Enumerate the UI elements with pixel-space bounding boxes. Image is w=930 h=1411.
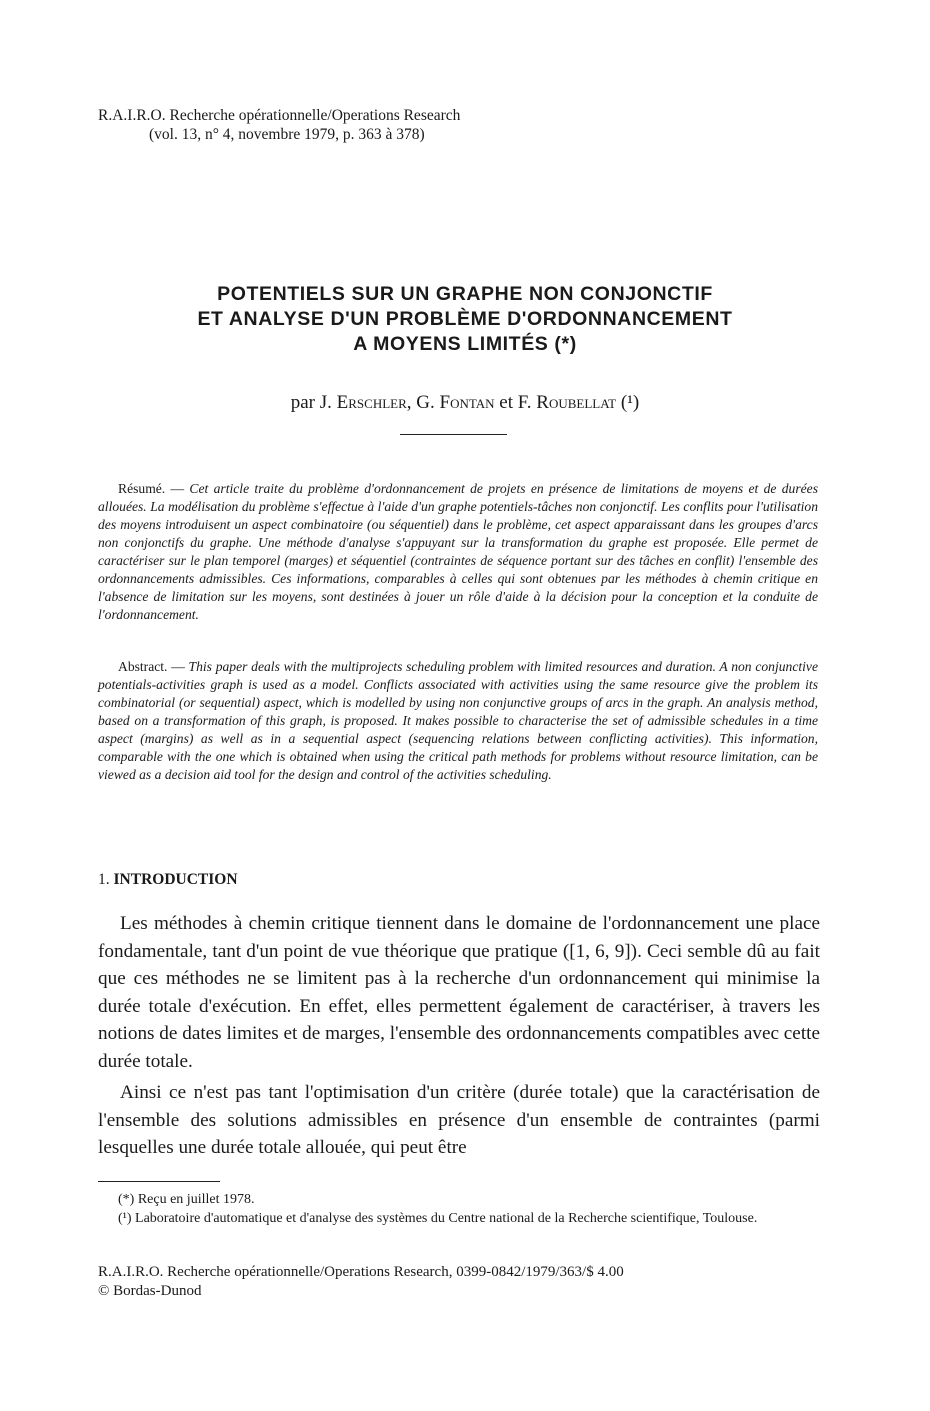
footnote-divider xyxy=(98,1181,220,1182)
authors-sep-2: et F. xyxy=(494,392,532,413)
section-heading xyxy=(98,871,238,889)
footer-copyright: © Bordas-Dunod xyxy=(98,1283,202,1299)
footnote-received: (*) Reçu en juillet 1978. xyxy=(118,1192,255,1207)
resume-text: Cet article traite du problème d'ordonnancement de projets en présence de limitations de moyens et de durées allouées. La modélisation du problème s'effectue à l'aide d'un graphe potentiels-tâches non conjonctif. Les conflits pour l'utilisation des moyens introduisent un aspect combinatoire (ou séquentiel) dans le problème, cet aspect apparaissant dans les groupes d'arcs non conjonctifs du graphe. Une méthode d'analyse s'appuyant sur la transformation du graphe est proposée. Elle permet de caractériser sur le plan temporel (marges) et séquentiel (contraintes de séquence portant sur des tâches en conflit) l'ensemble des ordonnancements admissibles. Ces informations, comparables à celles qui sont obtenues par les méthodes à chemin critique en l'absence de limitation sur les moyens, sont destinées à jouer un rôle d'aide à la décision pour la conception et la conduite de l'ordonnancement. xyxy=(98,481,818,622)
author-fontan: Fontan xyxy=(439,392,495,413)
footnote-affiliation: (¹) Laboratoire d'automatique et d'analyse des systèmes du Centre national de la Recherche scientifique, Toulouse. xyxy=(118,1211,758,1226)
author-erschler: Erschler xyxy=(336,392,407,413)
title-line-3: A MOYENS LIMITÉS (*) xyxy=(353,333,577,355)
resume-block xyxy=(98,480,818,624)
authors-footnote-ref: (¹) xyxy=(616,392,640,413)
footer-journal-line: R.A.I.R.O. Recherche opérationnelle/Operations Research, 0399-0842/1979/363/$ 4.00 xyxy=(98,1264,624,1280)
journal-header xyxy=(98,106,460,144)
abstract-label: Abstract. — xyxy=(118,659,189,674)
body-paragraph-2: Ainsi ce n'est pas tant l'optimisation d'un critère (durée totale) que la caractérisation de l'ensemble des solutions admissibles en présence d'un ensemble de contraintes (parmi lesquelles une durée totale allouée, qui peut être xyxy=(98,1082,820,1158)
title-line-1: POTENTIELS SUR UN GRAPHE NON CONJONCTIF xyxy=(217,283,713,305)
title-line-2: ET ANALYSE D'UN PROBLÈME D'ORDONNANCEMENT xyxy=(197,308,733,330)
section-title: INTRODUCTION xyxy=(113,871,238,888)
article-title xyxy=(100,282,830,357)
authors-prefix: par J. xyxy=(290,392,332,413)
journal-line-2: (vol. 13, n° 4, novembre 1979, p. 363 à 378) xyxy=(149,126,425,143)
authors-sep-1: , G. xyxy=(406,392,435,413)
body-paragraph-1: Les méthodes à chemin critique tiennent dans le domaine de l'ordonnancement une place fondamentale, tant d'un point de vue théorique que pratique ([1, 6, 9]). Ceci semble dû au fait que ces méthodes ne se limitent pas à la recherche d'un ordonnancement qui minimise la durée totale d'exécution. En effet, elles permettent également de caractériser, à travers les notions de dates limites et de marges, l'ensemble des ordonnancements compatibles avec cette durée totale. xyxy=(98,913,820,1072)
section-number: 1. xyxy=(98,871,114,888)
footnotes xyxy=(98,1190,820,1228)
author-roubellat: Roubellat xyxy=(536,392,617,413)
resume-label: Résumé. — xyxy=(118,481,190,496)
abstract-text: This paper deals with the multiprojects scheduling problem with limited resources and duration. A non conjunctive potentials-activities graph is used as a model. Conflicts associated with activities using the same resource give the problem its combinatorial (or sequential) aspect, which is modelled by using non conjunctive groups of arcs in the graph. An analysis method, based on a transformation of this graph, is proposed. It makes possible to characterise the set of admissible schedules in a time aspect (margins) as well as in a sequential aspect (sequencing relations between conflicting activities). This information, comparable with the one which is obtained when using the critical path methods for problems without resource limitation, can be viewed as a decision aid tool for the design and control of the activities scheduling. xyxy=(98,659,819,782)
author-line xyxy=(0,392,930,414)
title-divider xyxy=(400,434,507,435)
page-footer xyxy=(98,1263,624,1301)
abstract-block xyxy=(98,658,818,784)
journal-line-1: R.A.I.R.O. Recherche opérationnelle/Operations Research xyxy=(98,107,461,124)
